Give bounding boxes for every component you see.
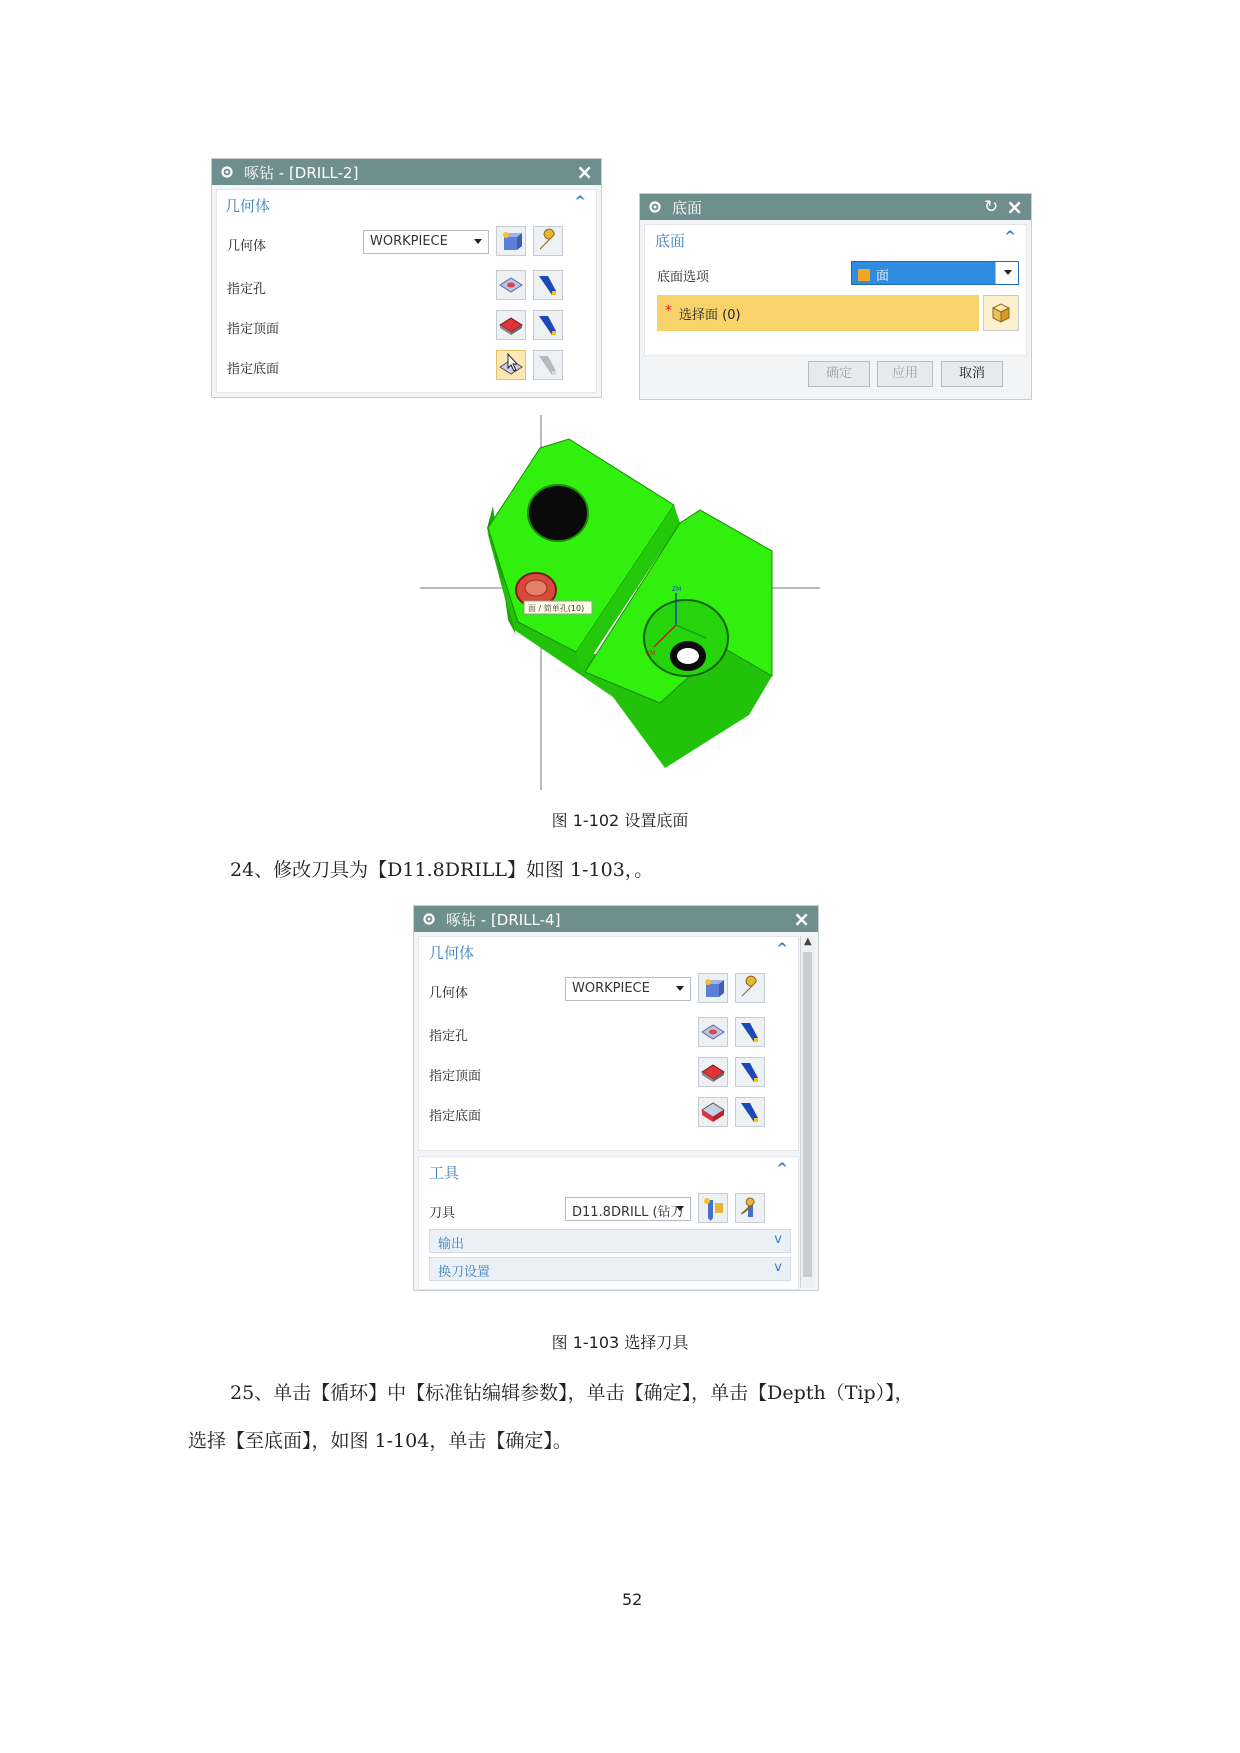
geometry-panel <box>216 189 597 393</box>
step-24-text: 24、修改刀具为【D11.8DRILL】如图 1-103，。 <box>230 859 654 881</box>
specify-hole-button[interactable] <box>698 1017 728 1047</box>
output-label: 输出 <box>438 1237 465 1252</box>
display-hole-button[interactable] <box>533 270 563 300</box>
bottom-face-pick-icon <box>497 351 525 379</box>
chevron-down-icon: v <box>774 1260 782 1275</box>
close-icon[interactable]: × <box>1006 195 1023 219</box>
chevron-down-icon <box>676 986 684 991</box>
gear-icon[interactable] <box>220 165 234 179</box>
tool-label: 刀具 <box>429 1206 456 1221</box>
svg-text:ZM: ZM <box>672 586 682 593</box>
display-bottom-button[interactable] <box>533 350 563 380</box>
display-hole-button[interactable] <box>735 1017 765 1047</box>
dialog-title-bar <box>212 159 601 185</box>
specify-bottom-button[interactable] <box>698 1097 728 1127</box>
select-face-label: 选择面 (0) <box>679 308 741 323</box>
bottom-face-dialog <box>639 193 1032 400</box>
new-geometry-button[interactable] <box>496 226 526 256</box>
wrench-icon <box>534 227 562 255</box>
flashlight-icon <box>736 1098 764 1126</box>
hole-icon <box>699 1018 727 1046</box>
specify-hole-label: 指定孔 <box>429 1029 469 1044</box>
geometry-select[interactable] <box>565 977 691 1001</box>
required-asterisk: * <box>665 303 672 319</box>
bottom-option-select[interactable] <box>851 261 1019 285</box>
flashlight-icon <box>534 311 562 339</box>
edit-tool-button[interactable] <box>735 1193 765 1223</box>
select-face-button[interactable] <box>983 295 1019 331</box>
gear-icon[interactable] <box>422 912 436 926</box>
chevron-down-icon <box>676 1206 684 1211</box>
tooltip-text: 面 / 简单孔(10) <box>528 604 585 613</box>
chevron-up-icon[interactable]: ^ <box>776 941 788 957</box>
select-face-row[interactable] <box>657 295 979 331</box>
top-face-icon <box>699 1058 727 1086</box>
dialog-title: 啄钻 - [DRILL-2] <box>244 163 359 182</box>
flashlight-icon <box>534 271 562 299</box>
face-icon <box>858 269 870 281</box>
drill-dialog-1 <box>211 158 602 398</box>
specify-top-label: 指定顶面 <box>227 322 280 337</box>
dialog-title: 底面 <box>672 198 703 217</box>
section-bottom-heading[interactable]: 底面 <box>655 232 686 250</box>
section-geometry-heading[interactable]: 几何体 <box>225 197 271 215</box>
geometry-panel <box>418 936 799 1151</box>
step-25-line-1: 25、单击【循环】中【标准钻编辑参数】，单击【确定】，单击【Depth（Tip）】， <box>230 1382 914 1404</box>
reset-icon[interactable]: ↻ <box>983 197 999 217</box>
display-bottom-button[interactable] <box>735 1097 765 1127</box>
display-top-button[interactable] <box>533 310 563 340</box>
tool-change-section[interactable] <box>429 1257 791 1281</box>
tool-settings-icon <box>736 1194 764 1222</box>
hole-icon <box>497 271 525 299</box>
counterbore-through-inner <box>677 648 699 664</box>
bottom-face-icon <box>699 1098 727 1126</box>
figure-1-102-caption: 图 1-102 设置底面 <box>551 811 689 830</box>
scrollbar-thumb[interactable] <box>803 952 812 1277</box>
specify-top-label: 指定顶面 <box>429 1069 482 1084</box>
tool-select-value: D11.8DRILL (钻刀 <box>572 1205 684 1220</box>
section-geometry-heading[interactable]: 几何体 <box>429 944 475 962</box>
tool-change-label: 换刀设置 <box>438 1265 491 1280</box>
svg-text:XM: XM <box>646 650 656 657</box>
chevron-up-icon[interactable]: ^ <box>1004 229 1016 245</box>
close-icon[interactable]: × <box>793 907 810 931</box>
geometry-select[interactable] <box>363 230 489 254</box>
flashlight-icon <box>736 1018 764 1046</box>
specify-top-button[interactable] <box>496 310 526 340</box>
tool-panel <box>418 1156 799 1290</box>
chevron-up-icon[interactable]: ^ <box>776 1161 788 1177</box>
chevron-down-icon <box>474 239 482 244</box>
bottom-option-label: 底面选项 <box>657 270 710 285</box>
specify-bottom-label: 指定底面 <box>227 362 280 377</box>
flashlight-disabled-icon <box>534 351 562 379</box>
chevron-down-icon: v <box>774 1232 782 1247</box>
specify-top-button[interactable] <box>698 1057 728 1087</box>
cancel-button[interactable]: 取消 <box>941 361 1003 387</box>
close-icon[interactable]: × <box>576 160 593 184</box>
step-25-line-2: 选择【至底面】，如图 1-104，单击【确定】。 <box>188 1430 572 1452</box>
dialog-title-bar <box>640 194 1031 220</box>
output-section[interactable] <box>429 1229 791 1253</box>
new-geometry-icon <box>699 974 727 1002</box>
scroll-up-icon[interactable]: ▲ <box>804 936 812 947</box>
new-geometry-button[interactable] <box>698 973 728 1003</box>
specify-hole-button[interactable] <box>496 270 526 300</box>
specify-bottom-label: 指定底面 <box>429 1109 482 1124</box>
new-tool-icon <box>699 1194 727 1222</box>
apply-button[interactable]: 应用 <box>877 361 933 387</box>
new-geometry-icon <box>497 227 525 255</box>
new-tool-button[interactable] <box>698 1193 728 1223</box>
chevron-up-icon[interactable]: ^ <box>574 194 586 210</box>
edit-geometry-button[interactable] <box>533 226 563 256</box>
face-cube-icon <box>987 299 1015 327</box>
geometry-select-value: WORKPIECE <box>370 234 448 249</box>
tool-select[interactable] <box>565 1197 691 1221</box>
geometry-select-value: WORKPIECE <box>572 981 650 996</box>
part-3d-view[interactable] <box>410 410 830 790</box>
figure-1-103-caption: 图 1-103 选择刀具 <box>551 1333 689 1352</box>
drill-dialog-4 <box>413 905 819 1291</box>
specify-bottom-button[interactable] <box>496 350 526 380</box>
geometry-label: 几何体 <box>227 239 267 254</box>
display-top-button[interactable] <box>735 1057 765 1087</box>
specify-hole-label: 指定孔 <box>227 282 267 297</box>
flashlight-icon <box>736 1058 764 1086</box>
ok-button[interactable]: 确定 <box>808 361 870 387</box>
scrollbar[interactable] <box>800 936 815 1288</box>
gear-icon[interactable] <box>648 200 662 214</box>
bottom-option-value: 面 <box>876 269 890 284</box>
top-face-icon <box>497 311 525 339</box>
wrench-icon <box>736 974 764 1002</box>
dialog-title: 啄钻 - [DRILL-4] <box>446 910 561 929</box>
edit-geometry-button[interactable] <box>735 973 765 1003</box>
page-number: 52 <box>622 1590 643 1609</box>
section-tool-heading[interactable]: 工具 <box>429 1164 460 1182</box>
geometry-label: 几何体 <box>429 986 469 1001</box>
selected-hole-inner <box>525 580 547 596</box>
bottom-face-panel <box>644 224 1027 356</box>
dialog-title-bar <box>414 906 818 932</box>
chevron-down-icon <box>1004 270 1012 275</box>
